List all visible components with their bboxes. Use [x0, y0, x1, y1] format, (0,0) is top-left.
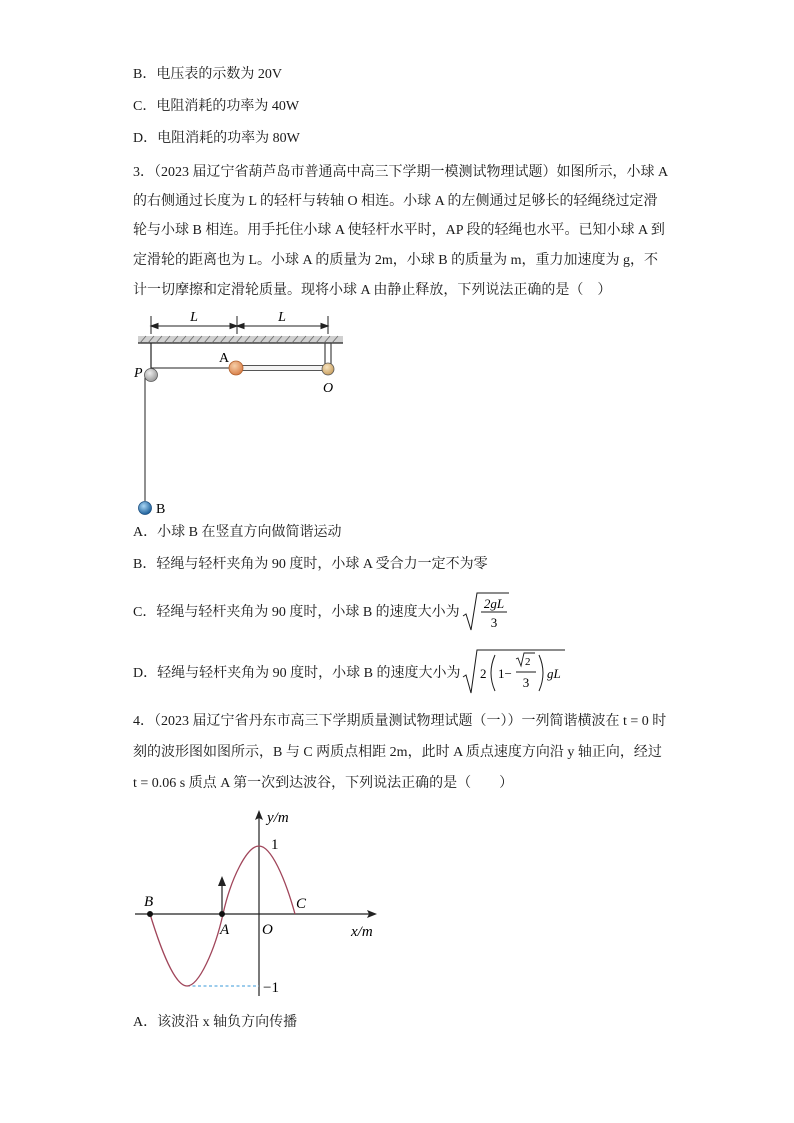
dimension-lines	[151, 316, 328, 334]
q3-pulley-figure	[120, 308, 360, 520]
label-b-wave: B	[144, 894, 154, 910]
point-b	[147, 911, 153, 917]
option-c-prev: C．电阻消耗的功率为 40W	[133, 99, 300, 114]
q4-wave-figure	[125, 800, 395, 1000]
q3-line-3: 轮与小球 B 相连。用手托住小球 A 使轻杆水平时，AP 段的轻绳也水平。已知小球 A 到	[133, 223, 665, 238]
q4-line-1: 4．（2023 届辽宁省丹东市高三下学期质量测试物理试题（一））一列简谐横波在 t = 0 时	[133, 714, 667, 729]
d-one-minus: 1−	[498, 666, 512, 681]
q3-line-5: 计一切摩擦和定滑轮质量。现将小球 A 由静止释放，下列说法正确的是（ ）	[133, 283, 612, 298]
c-numerator: 2gL	[483, 596, 505, 611]
pulley-p	[145, 369, 158, 382]
q3-line-2: 的右侧通过长度为 L 的轻杆与转轴 O 相连。小球 A 的左侧通过足够长的轻绳绕过定滑	[133, 194, 658, 209]
light-rod	[242, 366, 328, 371]
q3-option-d-formula	[461, 647, 567, 697]
label-p: P	[134, 366, 143, 381]
d-coefficient: 2	[480, 666, 487, 681]
ball-a	[229, 361, 243, 375]
d-sqrt-num: 2	[525, 656, 531, 668]
label-b: B	[156, 502, 166, 517]
q3-line-1: 3．（2023 届辽宁省葫芦岛市普通高中高三下学期一模测试物理试题）如图所示，小球 A	[133, 165, 669, 180]
ceiling-hatch	[138, 336, 343, 343]
label-o-wave: O	[262, 922, 273, 938]
label-o: O	[323, 381, 334, 396]
option-d-prev: D．电阻消耗的功率为 80W	[133, 131, 300, 146]
ball-b	[139, 502, 152, 515]
q3-option-c: C．轻绳与轻杆夹角为 90 度时，小球 B 的速度大小为	[133, 605, 460, 620]
q4-line-3: t = 0.06 s 质点 A 第一次到达波谷，下列说法正确的是（ ）	[133, 776, 514, 791]
point-a	[219, 911, 225, 917]
c-denominator: 3	[490, 615, 498, 630]
d-tail: gL	[547, 666, 561, 681]
label-a-wave: A	[220, 922, 230, 938]
label-c-wave: C	[296, 896, 307, 912]
q3-option-a: A．小球 B 在竖直方向做简谐运动	[133, 525, 342, 540]
d-denominator: 3	[522, 675, 530, 690]
dim-label-left: L	[190, 310, 198, 325]
x-axis-label: x/m	[351, 924, 373, 940]
q4-option-a: A．该波沿 x 轴负方向传播	[133, 1015, 298, 1030]
label-a: A	[219, 351, 230, 366]
option-b-prev: B．电压表的示数为 20V	[133, 67, 282, 82]
q3-option-d: D．轻绳与轻杆夹角为 90 度时，小球 B 的速度大小为	[133, 666, 461, 681]
tick-top: 1	[271, 837, 279, 853]
axle-o	[322, 363, 334, 375]
q3-option-c-formula	[461, 590, 511, 634]
q3-line-4: 定滑轮的距离也为 L。小球 A 的质量为 2m，小球 B 的质量为 m，重力加速度为 g，不	[133, 253, 659, 268]
q4-line-2: 刻的波形图如图所示，B 与 C 两质点相距 2m，此时 A 质点速度方向沿 y 轴正向，经过	[133, 745, 662, 760]
dim-label-right: L	[278, 310, 286, 325]
velocity-arrow-head	[218, 876, 226, 886]
tick-bottom: −1	[263, 980, 279, 996]
q3-option-b: B．轻绳与轻杆夹角为 90 度时，小球 A 受合力一定不为零	[133, 557, 488, 572]
y-axis-label: y/m	[267, 810, 289, 826]
